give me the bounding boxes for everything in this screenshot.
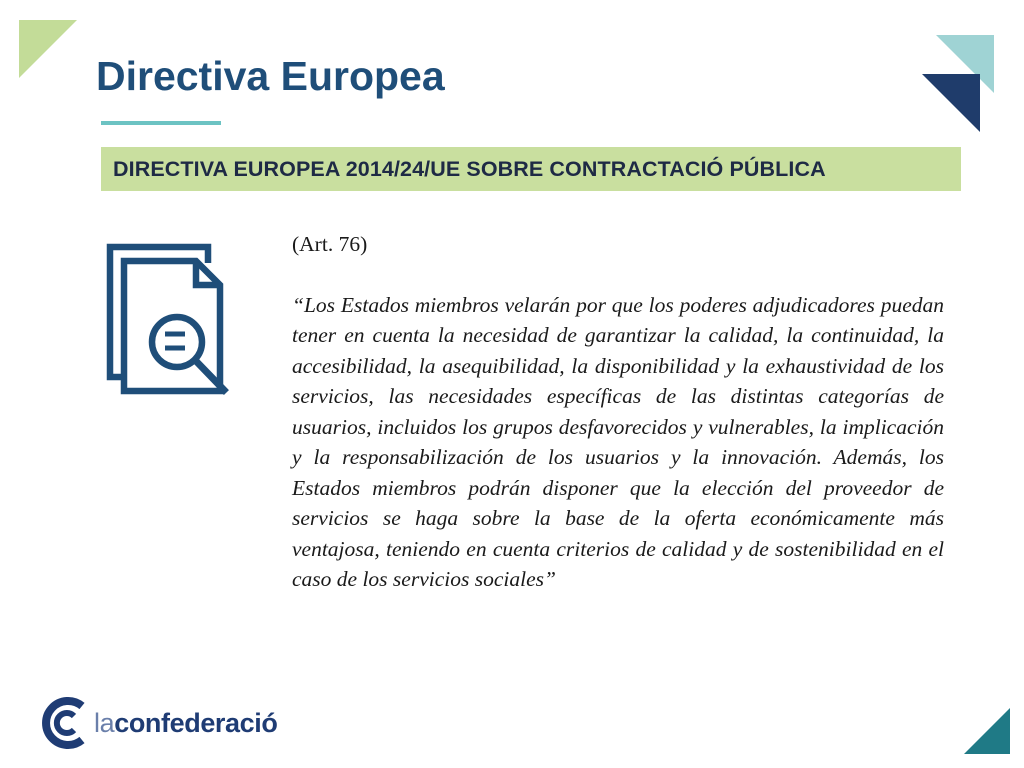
corner-triangle-top-right-navy (922, 74, 980, 132)
logo-text-bold: confederació (114, 707, 278, 738)
logo-wordmark (94, 708, 277, 739)
title-underline (101, 121, 221, 125)
article-quote: “Los Estados miembros velarán por que los poderes adjudicadores puedan tener en cuenta la necesidad de garantizar la calidad, la continuidad, la accesibilidad, la asequibilidad, la disponibilidad y la exhaustividad de los servicios, las necesidades específicas de las distintas categorías de usuarios, incluidos los grupos desfavorecidos y vulnerables, la implicación y la responsabilización de los usuarios y la innovación. Además, los Estados miembros podrán disponer que la elección del proveedor de servicios se haga sobre la base de la oferta económicamente más ventajosa, teniendo en cuenta criterios de calidad y de sostenibilidad en el caso de los servicios sociales” (292, 292, 944, 591)
section-banner (101, 147, 961, 191)
banner-text: DIRECTIVA EUROPEA 2014/24/UE SOBRE CONTRACTACIÓ PÚBLICA (113, 156, 826, 181)
logo-text-light: la (94, 707, 115, 738)
corner-triangle-top-left (19, 20, 77, 78)
confederacio-c-logo (38, 694, 88, 752)
article-content (292, 229, 944, 595)
confederacio-logo (38, 694, 277, 752)
article-reference: (Art. 76) (292, 232, 368, 256)
document-search-icon (104, 241, 234, 397)
corner-triangle-bottom-right (964, 708, 1010, 754)
slide-title: Directiva Europea (96, 53, 445, 99)
